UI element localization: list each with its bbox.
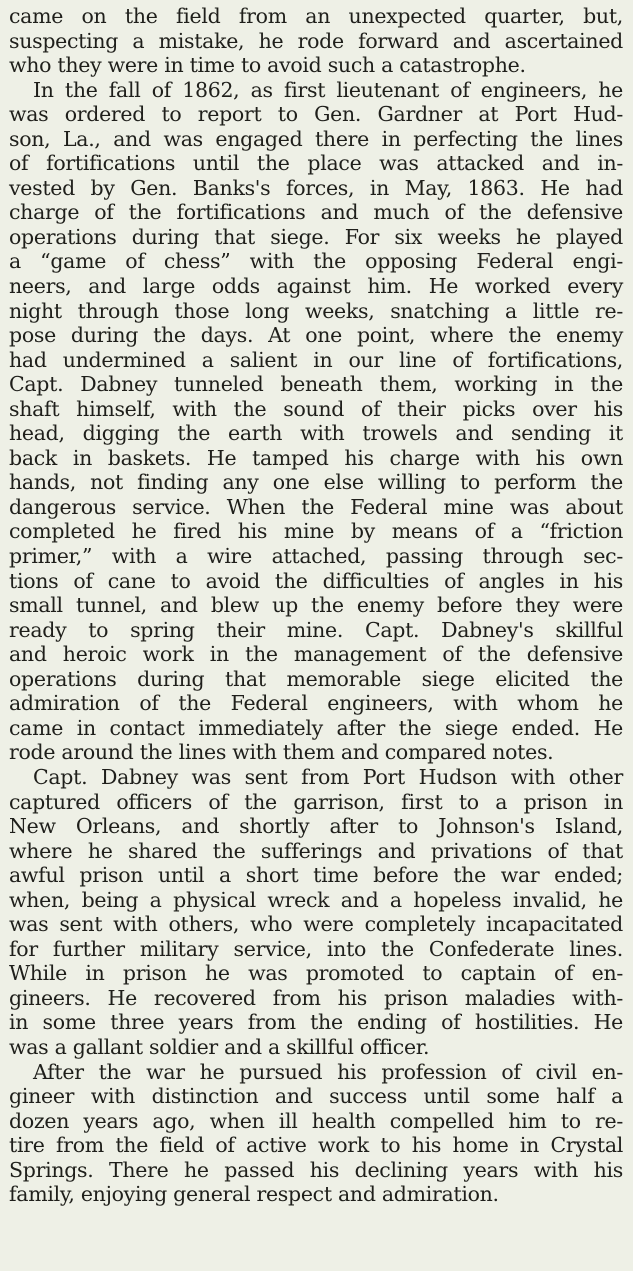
text-line: After the war he pursued his profession of civil en- [33,1059,623,1084]
text-line: when, being a physical wreck and a hopeless invalid, he [9,887,623,912]
text-line: and heroic work in the management of the defensive [9,642,623,667]
text-line: captured officers of the garrison, first to a prison in [9,789,623,814]
text-line: hands, not finding any one else willing to perform the [9,470,623,495]
text-line: had undermined a salient in our line of fortifications, [9,347,623,372]
text-line: in some three years from the ending of hostilities. He [9,1010,623,1035]
text-line: came on the field from an unexpected quarter, but, [9,4,623,28]
text-line: completed he fired his mine by means of a “friction [9,519,623,544]
text-line: While in prison he was promoted to captain of en- [9,961,623,986]
text-line: gineers. He recovered from his prison maladies with- [9,985,623,1010]
text-line: back in baskets. He tamped his charge with his own [9,445,623,470]
text-line: operations during that siege. For six weeks he played [9,224,623,249]
text-line: family, enjoying general respect and admiration. [9,1182,499,1207]
text-line: rode around the lines with them and compared notes. [9,740,554,765]
text-line: for further military service, into the Confederate lines. [9,936,623,961]
text-line: operations during that memorable siege elicited the [9,666,623,691]
text-line: Springs. There he passed his declining years with his [9,1157,623,1182]
text-line: son, La., and was engaged there in perfecting the lines [9,126,623,151]
text-line: head, digging the earth with trowels and sending it [9,421,623,446]
text-line: In the fall of 1862, as first lieutenant of engineers, he [33,77,623,102]
text-line: dangerous service. When the Federal mine was about [9,494,623,519]
text-line: admiration of the Federal engineers, with whom he [9,691,623,716]
text-line: shaft himself, with the sound of their picks over his [9,396,623,421]
text-line: night through those long weeks, snatching a little re- [9,298,623,323]
text-line: tions of cane to avoid the difficulties of angles in his [9,568,623,593]
text-line: was ordered to report to Gen. Gardner at Port Hud- [9,102,623,127]
text-line: dozen years ago, when ill health compelled him to re- [9,1108,623,1133]
text-line: who they were in time to avoid such a catastrophe. [9,53,526,78]
text-line: suspecting a mistake, he rode forward and ascertained [9,28,623,53]
text-line: primer,” with a wire attached, passing through sec- [9,544,623,569]
text-line: where he shared the sufferings and privations of that [9,838,623,863]
text-line: vested by Gen. Banks's forces, in May, 1863. He had [9,175,623,200]
text-line: charge of the fortifications and much of the defensive [9,200,623,225]
text-line: tire from the field of active work to his home in Crystal [9,1133,623,1158]
text-line: came in contact immediately after the siege ended. He [9,715,623,740]
text-line: a “game of chess” with the opposing Federal engi- [9,249,623,274]
text-line: was sent with others, who were completely incapacitated [9,912,623,937]
body-text [9,4,623,1207]
text-line: of fortifications until the place was attacked and in- [9,151,623,176]
text-line: New Orleans, and shortly after to Johnson's Island, [9,814,623,839]
text-line: neers, and large odds against him. He worked every [9,274,623,299]
text-line: Capt. Dabney tunneled beneath them, working in the [9,372,623,397]
text-line: was a gallant soldier and a skillful officer. [9,1034,430,1059]
text-line: ready to spring their mine. Capt. Dabney's skillful [9,617,623,642]
text-line: small tunnel, and blew up the enemy before they were [9,593,623,618]
text-line: awful prison until a short time before the war ended; [9,863,623,888]
text-line: gineer with distinction and success until some half a [9,1084,623,1109]
text-line: Capt. Dabney was sent from Port Hudson with other [33,764,623,789]
text-line: pose during the days. At one point, where the enemy [9,323,623,348]
